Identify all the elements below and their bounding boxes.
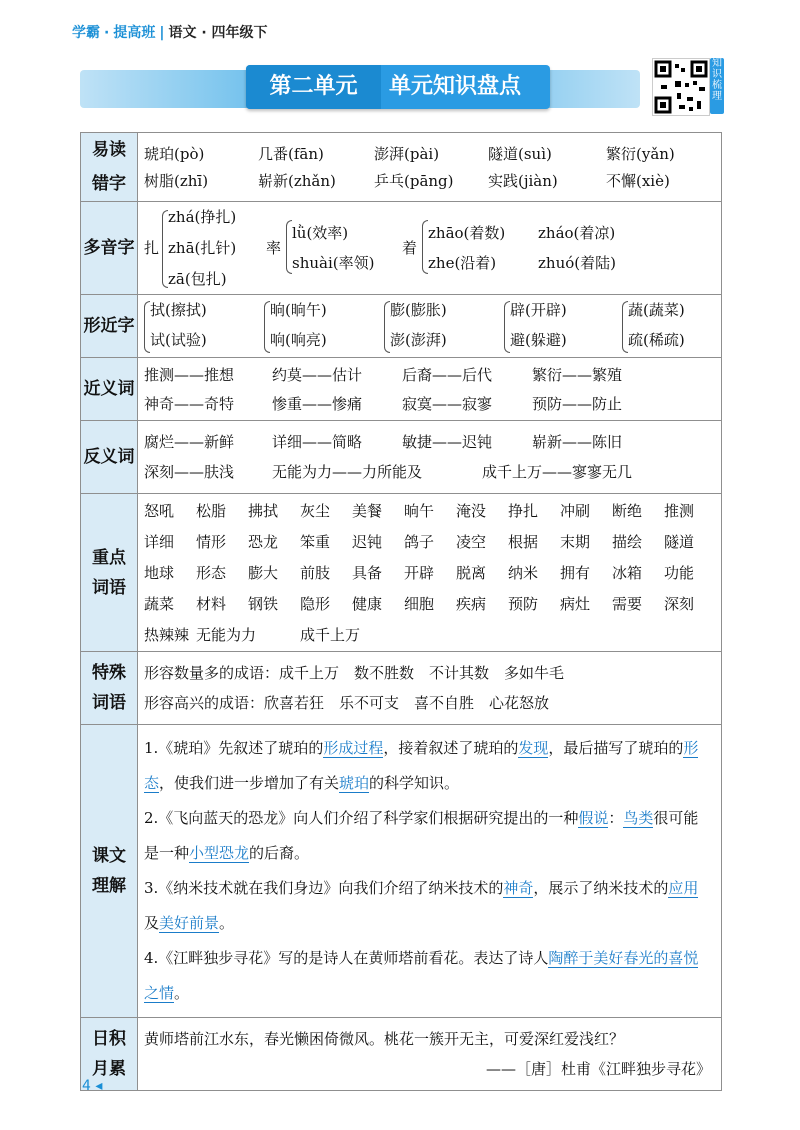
idiom-line-happy: 形容高兴的成语：欣喜若狂 乐不可支 喜不自胜 心花怒放	[144, 694, 550, 712]
row-label-easy-words: 易读错字	[81, 133, 138, 202]
list-item: 试(试验)	[150, 331, 207, 349]
list-item: 预防	[508, 595, 539, 613]
list-item: 无能为力	[196, 626, 257, 644]
list-item: 疾病	[456, 595, 487, 613]
list-item: 挣扎	[508, 502, 539, 520]
list-item: 澎(澎湃)	[390, 331, 447, 349]
row-easy-words	[81, 133, 722, 202]
list-item: lǜ(效率)	[292, 224, 349, 242]
row-special	[81, 652, 722, 725]
row-synonyms	[81, 358, 722, 421]
polyphone-char: 扎	[144, 239, 160, 257]
list-item: 鸽子	[404, 533, 435, 551]
list-item: 无能为力——力所能及	[272, 463, 423, 481]
list-item: 几番(fān)	[258, 145, 324, 163]
list-item: 美餐	[352, 502, 383, 520]
idiom-line-many: 形容数量多的成语：成千上万 数不胜数 不计其数 多如牛毛	[144, 664, 565, 682]
lesson-notes	[138, 725, 721, 1017]
list-item: 晌午	[404, 502, 435, 520]
list-item: 末期	[560, 533, 591, 551]
series-text: 提高班	[113, 25, 156, 41]
list-item: 怒吼	[144, 502, 175, 520]
list-item: 响(响亮)	[270, 331, 327, 349]
list-item: 凌空	[456, 533, 487, 551]
row-antonyms	[81, 421, 722, 494]
list-item: 深刻	[664, 595, 695, 613]
list-item: zhuó(着陆)	[538, 254, 616, 272]
list-item: 琥珀(pò)	[144, 145, 205, 163]
poem-block	[138, 1018, 721, 1090]
lesson-item: 1.《琥珀》先叙述了琥珀的形成过程，接着叙述了琥珀的发现，最后描写了琥珀的形态，使我们进一步增加了有关琥珀的科学知识。	[144, 739, 699, 792]
list-item: 蔬(蔬菜)	[628, 301, 685, 319]
list-item: 热辣辣	[144, 626, 190, 644]
list-item: 崭新——陈旧	[532, 433, 623, 451]
lesson-item: 3.《纳米技术就在我们身边》向我们介绍了纳米技术的神奇，展示了纳米技术的应用及美好前景。	[144, 879, 699, 932]
row-label-polyphones: 多音字	[81, 202, 138, 295]
list-item: 恐龙	[248, 533, 279, 551]
list-item: 描绘	[612, 533, 643, 551]
brand-header: 学霸 · 提高班 | 语文 · 四年级下	[72, 25, 268, 41]
list-item: 敏捷——迟钝	[402, 433, 493, 451]
subject-text: 语文 · 四年级下	[168, 25, 268, 41]
list-item: 寂寞——寂寥	[402, 395, 493, 413]
poem-text: 黄师塔前江水东，春光懒困倚微风。桃花一簇开无主，可爱深红爱浅红？	[144, 1030, 625, 1048]
row-label-key-words: 重点 词语	[81, 494, 138, 652]
row-key-words	[81, 494, 722, 652]
list-item: 详细——简略	[272, 433, 363, 451]
row-similar	[81, 295, 722, 358]
list-item: 淹没	[456, 502, 487, 520]
list-item: 推测	[664, 502, 695, 520]
list-item: zhá(挣扎)	[168, 208, 237, 226]
list-item: 冲刷	[560, 502, 591, 520]
list-item: zhe(沿着)	[428, 254, 497, 272]
easy-words-list	[138, 137, 721, 197]
list-item: 不懈(xiè)	[606, 172, 670, 190]
list-item: 腐烂——新鲜	[144, 433, 235, 451]
list-item: 具备	[352, 564, 383, 582]
antonym-list	[138, 421, 721, 493]
similar-chars-group	[138, 295, 721, 357]
list-item: 拂拭	[248, 502, 279, 520]
row-label-synonyms: 近义词	[81, 358, 138, 421]
poem-author: ——［唐］杜甫《江畔独步寻花》	[485, 1060, 711, 1078]
list-item: 纳米	[508, 564, 539, 582]
list-item: 灰尘	[300, 502, 331, 520]
list-item: 乒乓(pāng)	[374, 172, 454, 190]
list-item: 蔬菜	[144, 595, 175, 613]
list-item: 推测——推想	[144, 366, 235, 384]
knowledge-table	[80, 132, 722, 1091]
list-item: 情形	[196, 533, 227, 551]
row-lessons	[81, 725, 722, 1018]
list-item: 膨大	[248, 564, 279, 582]
list-item: zhā(扎针)	[168, 239, 237, 257]
brand-logo-text: 学霸	[72, 25, 100, 41]
row-label-special: 特殊 词语	[81, 652, 138, 725]
list-item: 实践(jiàn)	[488, 172, 558, 190]
list-item: 功能	[664, 564, 695, 582]
list-item: 繁衍(yǎn)	[606, 145, 675, 163]
list-item: 开辟	[404, 564, 435, 582]
list-item: 地球	[144, 564, 175, 582]
row-polyphones	[81, 202, 722, 295]
list-item: 根据	[508, 533, 539, 551]
synonym-list	[138, 358, 721, 420]
list-item: 预防——防止	[532, 395, 623, 413]
list-item: 冰箱	[612, 564, 643, 582]
list-item: 深刻——肤浅	[144, 463, 235, 481]
list-item: 崭新(zhǎn)	[258, 172, 336, 190]
list-item: 树脂(zhī)	[144, 172, 209, 190]
list-item: 辟(开辟)	[510, 301, 567, 319]
list-item: 脱离	[456, 564, 487, 582]
list-item: zhāo(着数)	[428, 224, 506, 242]
row-label-poem: 日积 月累	[81, 1018, 138, 1091]
list-item: 前肢	[300, 564, 331, 582]
list-item: 迟钝	[352, 533, 383, 551]
list-item: 拥有	[560, 564, 591, 582]
list-item: 笨重	[300, 533, 331, 551]
list-item: 材料	[196, 595, 227, 613]
page-number: 4 ◂	[82, 1078, 103, 1094]
unit-label: 第二单元	[246, 65, 381, 109]
list-item: 松脂	[196, 502, 227, 520]
list-item: 神奇——奇特	[144, 395, 235, 413]
lesson-item: 2.《飞向蓝天的恐龙》向人们介绍了科学家们根据研究提出的一种假说：鸟类很可能是一种小型恐龙的后裔。	[144, 809, 699, 862]
list-item: 惨重——惨痛	[272, 395, 363, 413]
list-item: shuài(率领)	[292, 254, 375, 272]
list-item: 后裔——后代	[402, 366, 493, 384]
list-item: 隐形	[300, 595, 331, 613]
qr-label: 知识梳理	[710, 58, 724, 114]
banner-title: 单元知识盘点	[389, 74, 522, 99]
list-item: 成千上万	[300, 626, 361, 644]
list-item: 细胞	[404, 595, 435, 613]
list-item: 约莫——估计	[272, 366, 363, 384]
unit-banner	[246, 65, 550, 109]
list-item: 晌(晌午)	[270, 301, 327, 319]
polyphone-group	[138, 202, 721, 294]
key-words-grid	[138, 494, 721, 651]
row-label-lessons: 课文 理解	[81, 725, 138, 1018]
list-item: zā(包扎)	[168, 270, 227, 288]
list-item: 拭(擦拭)	[150, 301, 207, 319]
list-item: 隧道	[664, 533, 695, 551]
list-item: 澎湃(pài)	[374, 145, 440, 163]
row-label-similar: 形近字	[81, 295, 138, 358]
polyphone-char: 率	[266, 239, 282, 257]
list-item: 需要	[612, 595, 643, 613]
qr-code-icon[interactable]	[652, 58, 710, 116]
list-item: 疏(稀疏)	[628, 331, 685, 349]
list-item: 成千上万——寥寥无几	[482, 463, 633, 481]
polyphone-char: 着	[402, 239, 418, 257]
list-item: 避(躲避)	[510, 331, 567, 349]
lesson-item: 4.《江畔独步寻花》写的是诗人在黄师塔前看花。表达了诗人陶醉于美好春光的喜悦之情。	[144, 949, 699, 1002]
special-idioms	[138, 652, 721, 724]
list-item: 形态	[196, 564, 227, 582]
list-item: 钢铁	[248, 595, 279, 613]
row-label-antonyms: 反义词	[81, 421, 138, 494]
list-item: 膨(膨胀)	[390, 301, 447, 319]
list-item: 病灶	[560, 595, 591, 613]
row-poem	[81, 1018, 722, 1091]
list-item: 隧道(suì)	[488, 145, 552, 163]
list-item: 详细	[144, 533, 175, 551]
list-item: 健康	[352, 595, 383, 613]
list-item: 断绝	[612, 502, 643, 520]
list-item: 繁衍——繁殖	[532, 366, 623, 384]
list-item: zháo(着凉)	[538, 224, 616, 242]
